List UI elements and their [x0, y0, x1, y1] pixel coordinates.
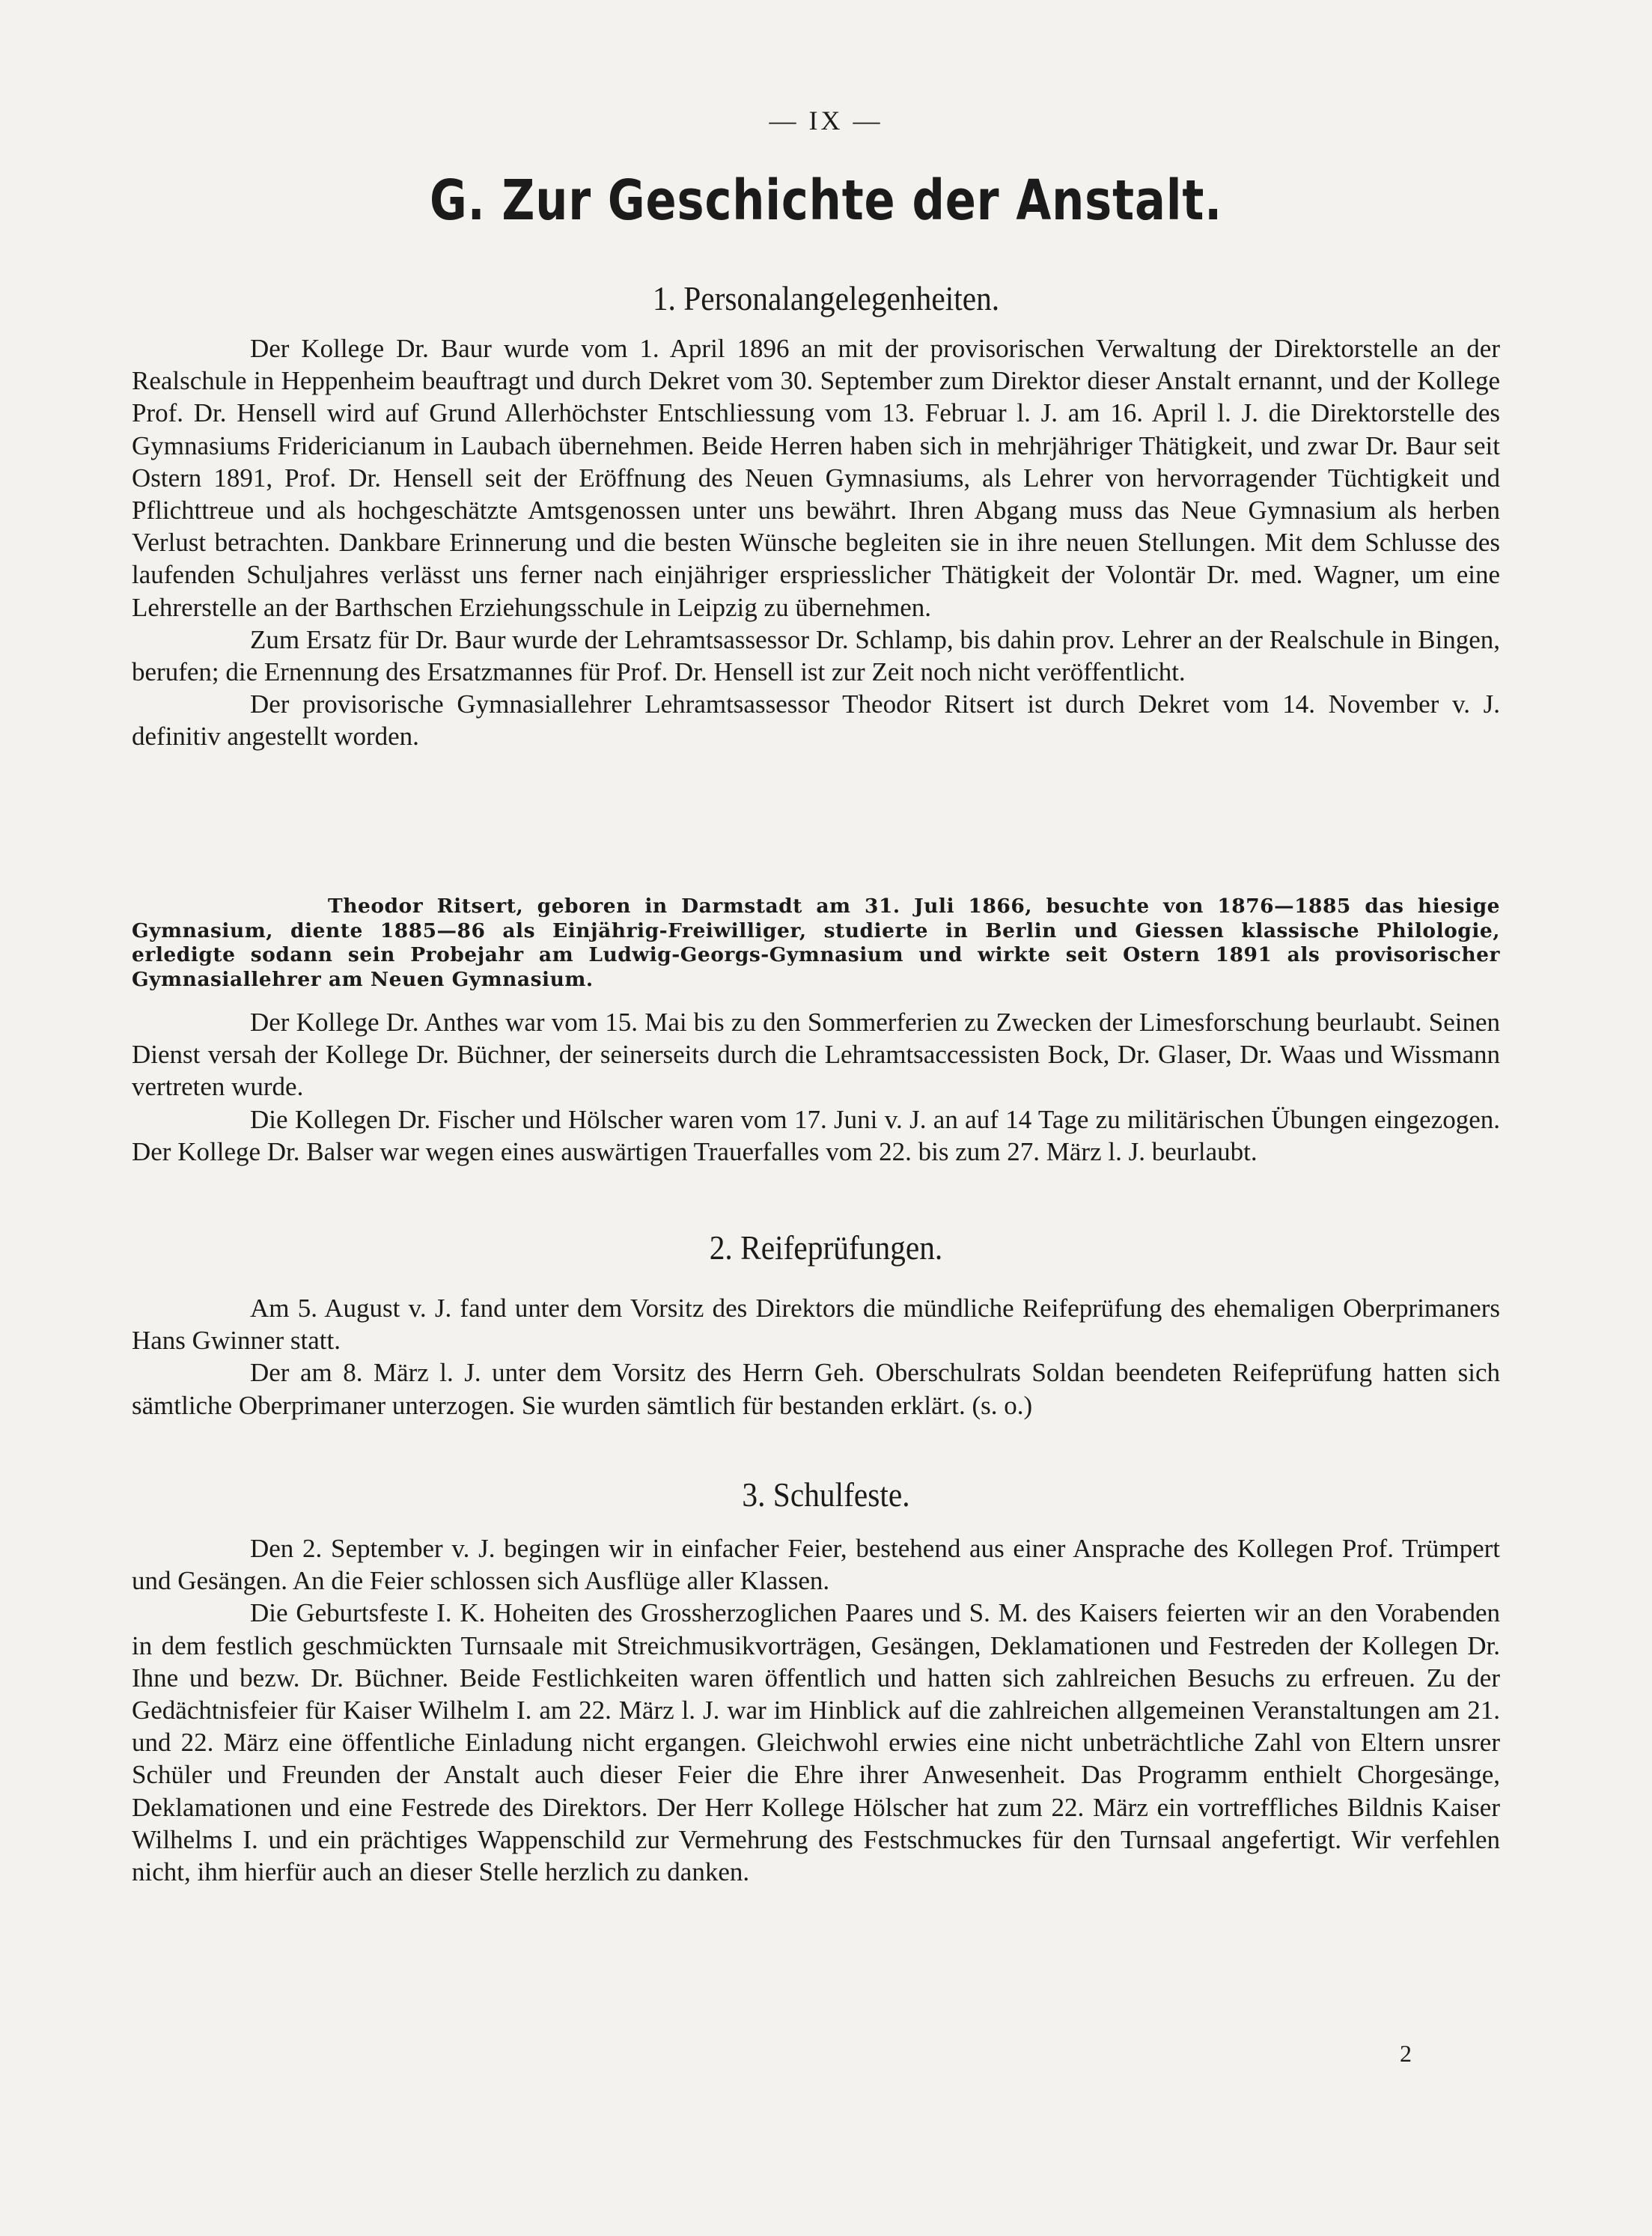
paragraph: Zum Ersatz für Dr. Baur wurde der Lehramtsassessor Dr. Schlamp, bis dahin prov. Lehrer an der Realschule in Bingen, berufen; die Ernennung des Ersatzmannes für Prof. Dr. Hensell ist zur Zeit noch nicht veröffentlicht. [132, 624, 1500, 687]
footnote-text: Theodor Ritsert, geboren in Darmstadt am 31. Juli 1866, besuchte von 1876—1885 das hiesige Gymnasium, diente 1885—86 als Einjährig-Freiwilliger, studierte in Berlin und Giessen klassische Philologie, erledigte sodann sein Probejahr am Ludwig-Georgs-Gymnasium und wirkte seit Ostern 1891 als provisorischer Gymnasiallehrer am Neuen Gymnasium. [132, 895, 1500, 991]
section-heading-schulfeste: 3. Schulfeste. [742, 1475, 910, 1514]
paragraph: Der provisorische Gymnasiallehrer Lehramtsassessor Theodor Ritsert ist durch Dekret vom 14. November v. J. definitiv angestellt worden. [132, 689, 1500, 752]
paragraph: Am 5. August v. J. fand unter dem Vorsitz des Direktors die mündliche Reifeprüfung des ehemaligen Oberprimaners Hans Gwinner statt. [132, 1294, 1500, 1356]
footnote-ritsert [132, 895, 1500, 992]
paragraph: Der am 8. März l. J. unter dem Vorsitz des Herrn Geh. Oberschulrats Soldan beendeten Reifeprüfung hatten sich sämtliche Oberprimaner unterzogen. Sie wurden sämtlich für bestanden erklärt. (s. o.) [132, 1358, 1500, 1420]
section-personal-body [132, 332, 1500, 753]
paragraph: Die Geburtsfeste I. K. Hoheiten des Grossherzoglichen Paares und S. M. des Kaisers feierten wir an den Vorabenden in dem festlich geschmückten Turnsaale mit Streichmusikvorträgen, Gesängen, Deklamationen und Festreden der Kollegen Dr. Ihne und bezw. Dr. Büchner. Beide Festlichkeiten waren öffentlich und hatten sich zahlreichen Besuchs zu erfreuen. Zu der Gedächtnisfeier für Kaiser Wilhelm I. am 22. März l. J. war im Hinblick auf die zahlreichen allgemeinen Veranstaltungen am 21. und 22. März eine öffentliche Einladung nicht ergangen. Gleichwohl erwies eine nicht unbeträchtliche Zahl von Eltern unsrer Schüler und Freunden der Anstalt auch dieser Feier die Ehre ihrer Anwesenheit. Das Programm enthielt Chorgesänge, Deklamationen und eine Festrede des Direktors. Der Herr Kollege Hölscher hat zum 22. März ein vortreffliches Bildnis Kaiser Wilhelms I. und ein prächtiges Wappenschild zur Vermehrung des Festschmuckes für den Turnsaal angefertigt. Wir verfehlen nicht, ihm hierfür auch an dieser Stelle herzlich zu danken. [132, 1598, 1500, 1887]
footer-page-number: 2 [1400, 2040, 1412, 2067]
section-heading-reifepruefungen: 2. Reifeprüfungen. [709, 1228, 943, 1267]
section-heading-personal: 1. Personalangelegenheiten. [652, 279, 1000, 317]
main-title: G. Zur Geschichte der Anstalt. [429, 168, 1223, 233]
page-number: — IX — [769, 106, 883, 135]
paragraph: Der Kollege Dr. Anthes war vom 15. Mai bis zu den Sommerferien zu Zwecken der Limesforschung beurlaubt. Seinen Dienst versah der Kollege Dr. Büchner, der seinerseits durch die Lehramtsaccessisten Bock, Dr. Glaser, Dr. Waas und Wissmann vertreten wurde. [132, 1008, 1500, 1102]
section-reifepruefungen-body [132, 1292, 1500, 1422]
section-personal-body-continued [132, 1006, 1500, 1168]
paragraph: Die Kollegen Dr. Fischer und Hölscher waren vom 17. Juni v. J. an auf 14 Tage zu militärischen Übungen eingezogen. Der Kollege Dr. Balser war wegen eines auswärtigen Trauerfalles vom 22. bis zum 27. März l. J. beurlaubt. [132, 1104, 1500, 1166]
paragraph: Der Kollege Dr. Baur wurde vom 1. April 1896 an mit der provisorischen Verwaltung der Direktorstelle an der Realschule in Heppenheim beauftragt und durch Dekret vom 30. September zum Direktor dieser Anstalt ernannt, und der Kollege Prof. Dr. Hensell wird auf Grund Allerhöchster Entschliessung vom 13. Februar l. J. am 16. April l. J. die Direktorstelle des Gymnasiums Fridericianum in Laubach übernehmen. Beide Herren haben sich in mehrjähriger Thätigkeit, und zwar Dr. Baur seit Ostern 1891, Prof. Dr. Hensell seit der Eröffnung des Neuen Gymnasiums, als Lehrer von hervorragender Tüchtigkeit und Pflichttreue und als hochgeschätzte Amtsgenossen unter uns bewährt. Ihren Abgang muss das Neue Gymnasium als herben Verlust betrachten. Dankbare Erinnerung und die besten Wünsche begleiten sie in ihre neuen Stellungen. Mit dem Schlusse des laufenden Schuljahres verlässt uns ferner nach einjähriger erspriesslicher Thätigkeit der Volontär Dr. med. Wagner, um eine Lehrerstelle an der Barthschen Erziehungsschule in Leipzig zu übernehmen. [132, 334, 1500, 622]
paragraph: Den 2. September v. J. begingen wir in einfacher Feier, bestehend aus einer Ansprache des Kollegen Prof. Trümpert und Gesängen. An die Feier schlossen sich Ausflüge aller Klassen. [132, 1534, 1500, 1596]
section-schulfeste-body [132, 1532, 1500, 1888]
